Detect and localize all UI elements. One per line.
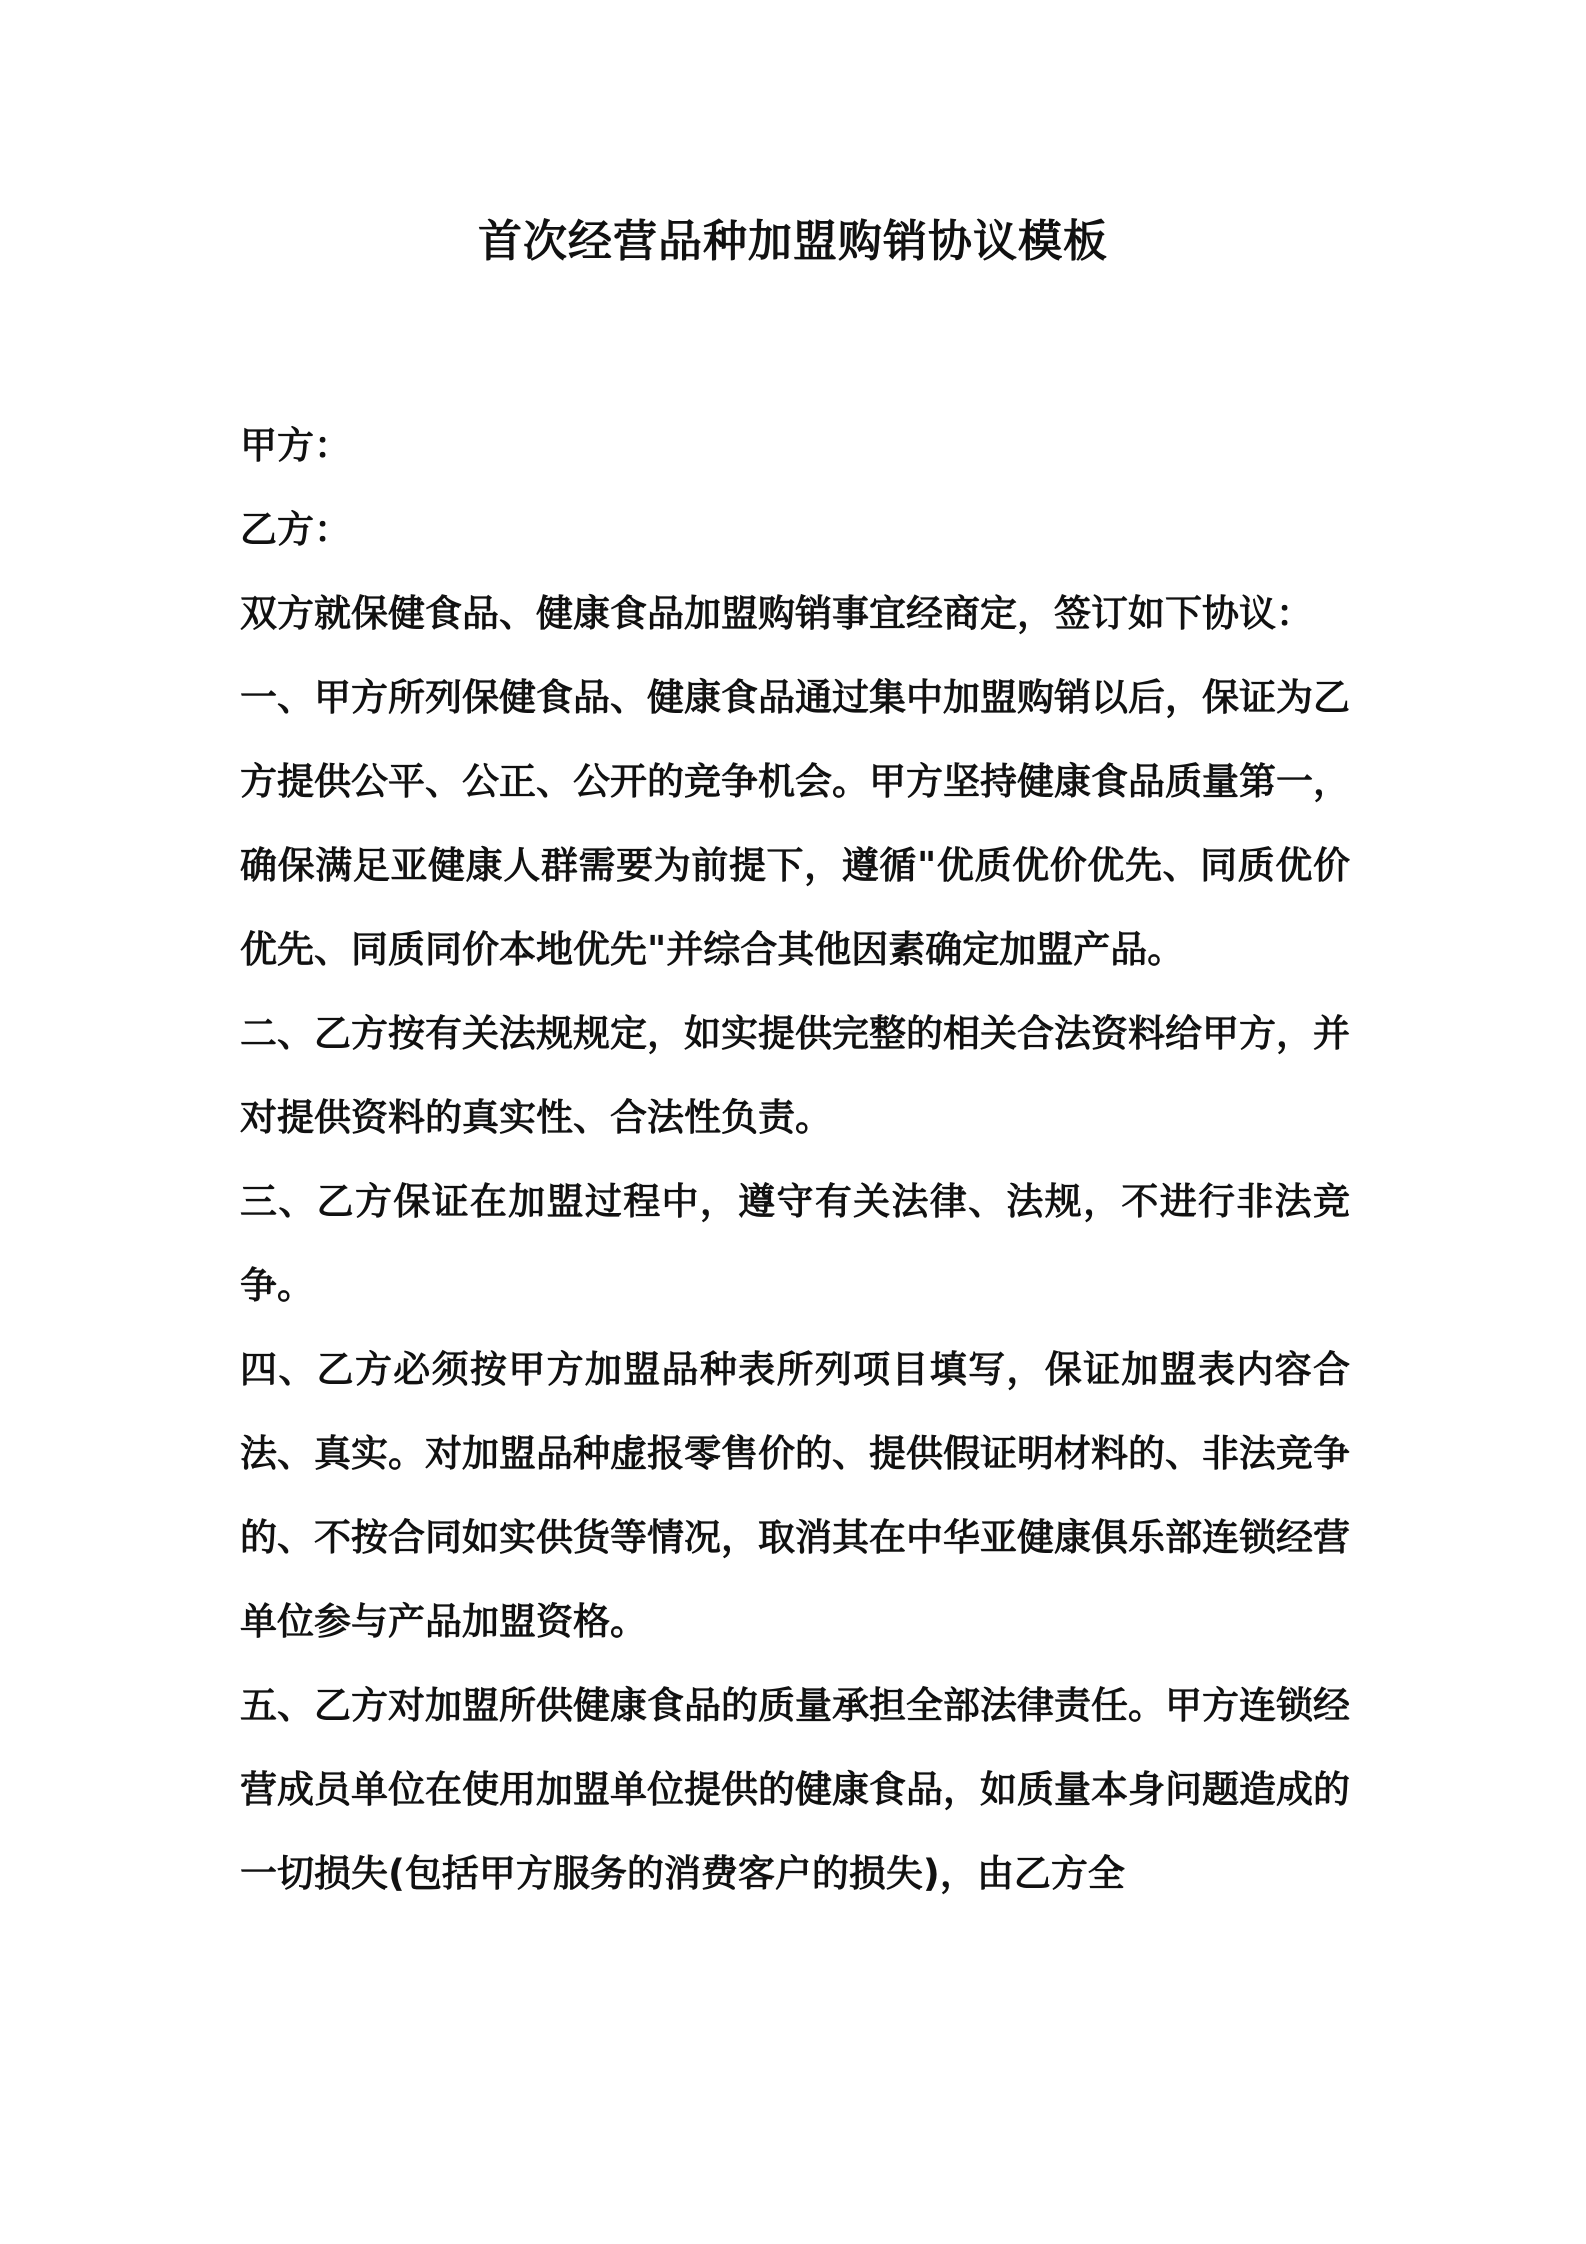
clause-5: 五、乙方对加盟所供健康食品的质量承担全部法律责任。甲方连锁经营成员单位在使用加盟单位提供的健康食品，如质量本身问题造成的一切损失(包括甲方服务的消费客户的损失)，由乙方全 bbox=[240, 1684, 1350, 1895]
intro-paragraph: 双方就保健食品、健康食品加盟购销事宜经商定，签订如下协议： bbox=[240, 592, 1313, 635]
clause-3: 三、乙方保证在加盟过程中，遵守有关法律、法规，不进行非法竞争。 bbox=[240, 1180, 1350, 1307]
clause-4: 四、乙方必须按甲方加盟品种表所列项目填写，保证加盟表内容合法、真实。对加盟品种虚报零售价的、提供假证明材料的、非法竞争的、不按合同如实供货等情况，取消其在中华亚健康俱乐部连锁经营单位参与产品加盟资格。 bbox=[240, 1348, 1350, 1643]
document-body bbox=[240, 404, 1350, 1916]
clause-2: 二、乙方按有关法规规定，如实提供完整的相关合法资料给甲方，并对提供资料的真实性、合法性负责。 bbox=[240, 1012, 1350, 1139]
document-title: 首次经营品种加盟购销协议模板 bbox=[478, 216, 1108, 267]
party-a-line: 甲方： bbox=[240, 424, 351, 467]
party-b-line: 乙方： bbox=[240, 508, 351, 551]
clause-1: 一、甲方所列保健食品、健康食品通过集中加盟购销以后，保证为乙方提供公平、公正、公开的竞争机会。甲方坚持健康食品质量第一，确保满足亚健康人群需要为前提下，遵循"优质优价优先、同质优价优先、同质同价本地优先"并综合其他因素确定加盟产品。 bbox=[240, 676, 1350, 971]
